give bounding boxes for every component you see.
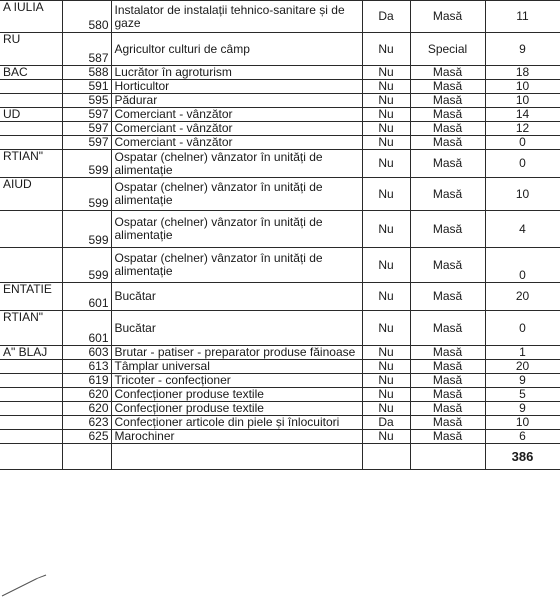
places-cell: 20 [485, 360, 560, 374]
study-cell: Nu [362, 122, 410, 136]
unit-name-cell: AIUD [0, 178, 62, 211]
table-row [0, 430, 560, 444]
table-row [0, 388, 560, 402]
table-row [0, 211, 560, 248]
study-cell: Da [362, 416, 410, 430]
occupation-code-cell: 603 [62, 346, 111, 360]
places-cell: 18 [485, 66, 560, 80]
occupation-cell: Bucătar [111, 311, 362, 346]
table-row [0, 150, 560, 178]
school-type-cell: Masă [410, 66, 485, 80]
table-row [0, 80, 560, 94]
unit-name-cell [0, 416, 62, 430]
occupation-code-cell: 599 [62, 211, 111, 248]
places-cell: 9 [485, 374, 560, 388]
unit-name-cell [0, 360, 62, 374]
occupation-cell: Confecționer articole din piele și înlocuitori [111, 416, 362, 430]
school-type-cell: Masă [410, 402, 485, 416]
occupation-cell: Comerciant - vânzător [111, 122, 362, 136]
occupation-cell: Pădurar [111, 94, 362, 108]
table-row [0, 178, 560, 211]
study-cell: Nu [362, 108, 410, 122]
occupation-cell: Ospatar (chelner) vânzator în unități de alimentație [111, 248, 362, 283]
study-cell: Nu [362, 402, 410, 416]
table-row [0, 66, 560, 80]
study-cell: Nu [362, 66, 410, 80]
study-cell: Nu [362, 311, 410, 346]
school-type-cell: Special [410, 33, 485, 66]
places-cell: 0 [485, 150, 560, 178]
occupation-cell: Horticultor [111, 80, 362, 94]
school-type-cell: Masă [410, 416, 485, 430]
unit-name-cell: A IULIA [0, 1, 62, 33]
occupation-code-cell: 595 [62, 94, 111, 108]
study-cell: Nu [362, 136, 410, 150]
unit-name-cell [0, 374, 62, 388]
study-cell: Nu [362, 211, 410, 248]
table-row [0, 346, 560, 360]
school-type-cell: Masă [410, 178, 485, 211]
places-cell: 14 [485, 108, 560, 122]
unit-name-cell: RTIAN" [0, 311, 62, 346]
school-type-cell: Masă [410, 283, 485, 311]
signature-mark [0, 568, 60, 600]
total-row [0, 444, 560, 470]
occupation-cell: Ospatar (chelner) vânzator în unități de alimentație [111, 150, 362, 178]
places-cell: 10 [485, 416, 560, 430]
places-cell: 10 [485, 80, 560, 94]
table-row [0, 136, 560, 150]
study-cell: Nu [362, 388, 410, 402]
table-row [0, 311, 560, 346]
occupation-code-cell: 597 [62, 108, 111, 122]
occupation-cell: Comerciant - vânzător [111, 108, 362, 122]
occupation-cell: Confecționer produse textile [111, 402, 362, 416]
unit-name-cell: RU [0, 33, 62, 66]
unit-name-cell [0, 136, 62, 150]
occupation-code-cell: 620 [62, 388, 111, 402]
school-type-cell: Masă [410, 311, 485, 346]
school-type-cell: Masă [410, 211, 485, 248]
occupation-cell: Brutar - patiser - preparator produse făinoase [111, 346, 362, 360]
unit-name-cell [0, 402, 62, 416]
table-row [0, 360, 560, 374]
occupation-cell: Lucrător în agroturism [111, 66, 362, 80]
occupation-cell: Instalator de instalații tehnico-sanitare și de gaze [111, 1, 362, 33]
school-type-cell: Masă [410, 1, 485, 33]
study-cell: Nu [362, 150, 410, 178]
unit-name-cell [0, 94, 62, 108]
total-places: 386 [485, 444, 560, 470]
school-type-cell: Masă [410, 136, 485, 150]
occupation-code-cell: 597 [62, 122, 111, 136]
study-cell: Nu [362, 283, 410, 311]
school-type-cell: Masă [410, 94, 485, 108]
school-type-cell: Masă [410, 150, 485, 178]
places-cell: 4 [485, 211, 560, 248]
occupation-code-cell: 601 [62, 283, 111, 311]
occupation-code-cell: 601 [62, 311, 111, 346]
school-type-cell: Masă [410, 80, 485, 94]
unit-name-cell: A" BLAJ [0, 346, 62, 360]
occupation-cell: Ospatar (chelner) vânzator în unități de alimentație [111, 178, 362, 211]
places-cell: 10 [485, 94, 560, 108]
unit-name-cell: UD [0, 108, 62, 122]
occupation-cell: Tâmplar universal [111, 360, 362, 374]
table-row [0, 374, 560, 388]
places-cell: 10 [485, 178, 560, 211]
study-cell: Nu [362, 178, 410, 211]
occupation-code-cell: 597 [62, 136, 111, 150]
occupation-code-cell: 623 [62, 416, 111, 430]
places-cell: 9 [485, 402, 560, 416]
unit-name-cell [0, 122, 62, 136]
table-row [0, 94, 560, 108]
occupation-cell: Bucătar [111, 283, 362, 311]
unit-name-cell [0, 80, 62, 94]
occupation-code-cell: 588 [62, 66, 111, 80]
unit-name-cell [0, 430, 62, 444]
places-cell: 1 [485, 346, 560, 360]
unit-name-cell [0, 248, 62, 283]
occupation-cell: Ospatar (chelner) vânzator în unități de alimentație [111, 211, 362, 248]
study-cell: Nu [362, 374, 410, 388]
table-row [0, 416, 560, 430]
places-cell: 0 [485, 248, 560, 283]
school-type-cell: Masă [410, 122, 485, 136]
occupation-cell: Agricultor culturi de câmp [111, 33, 362, 66]
occupation-code-cell: 599 [62, 248, 111, 283]
occupation-cell: Tricoter - confecționer [111, 374, 362, 388]
occupation-code-cell: 580 [62, 1, 111, 33]
study-cell: Nu [362, 94, 410, 108]
study-cell: Nu [362, 360, 410, 374]
occupation-code-cell: 619 [62, 374, 111, 388]
occupation-code-cell: 591 [62, 80, 111, 94]
places-cell: 5 [485, 388, 560, 402]
study-cell: Nu [362, 430, 410, 444]
unit-name-cell [0, 388, 62, 402]
school-type-cell: Masă [410, 108, 485, 122]
occupation-code-cell: 613 [62, 360, 111, 374]
table-row [0, 1, 560, 33]
school-type-cell: Masă [410, 388, 485, 402]
school-type-cell: Masă [410, 430, 485, 444]
occupation-cell: Confecționer produse textile [111, 388, 362, 402]
places-cell: 12 [485, 122, 560, 136]
places-cell: 0 [485, 311, 560, 346]
occupation-code-cell: 587 [62, 33, 111, 66]
occupation-code-cell: 599 [62, 178, 111, 211]
school-type-cell: Masă [410, 374, 485, 388]
study-cell: Da [362, 1, 410, 33]
occupation-code-cell: 620 [62, 402, 111, 416]
study-cell: Nu [362, 80, 410, 94]
places-cell: 11 [485, 1, 560, 33]
school-type-cell: Masă [410, 346, 485, 360]
table-row [0, 402, 560, 416]
places-cell: 9 [485, 33, 560, 66]
table-row [0, 248, 560, 283]
study-cell: Nu [362, 33, 410, 66]
table-row [0, 283, 560, 311]
table-row [0, 122, 560, 136]
unit-name-cell [0, 211, 62, 248]
occupation-cell: Comerciant - vânzător [111, 136, 362, 150]
unit-name-cell: BAC [0, 66, 62, 80]
study-cell: Nu [362, 248, 410, 283]
unit-name-cell: ENTATIE [0, 283, 62, 311]
places-cell: 6 [485, 430, 560, 444]
school-type-cell: Masă [410, 360, 485, 374]
school-type-cell: Masă [410, 248, 485, 283]
table-row [0, 108, 560, 122]
occupation-code-cell: 599 [62, 150, 111, 178]
study-cell: Nu [362, 346, 410, 360]
places-cell: 0 [485, 136, 560, 150]
occupation-code-cell: 625 [62, 430, 111, 444]
table-row [0, 33, 560, 66]
occupation-cell: Marochiner [111, 430, 362, 444]
places-cell: 20 [485, 283, 560, 311]
unit-name-cell: RTIAN" [0, 150, 62, 178]
